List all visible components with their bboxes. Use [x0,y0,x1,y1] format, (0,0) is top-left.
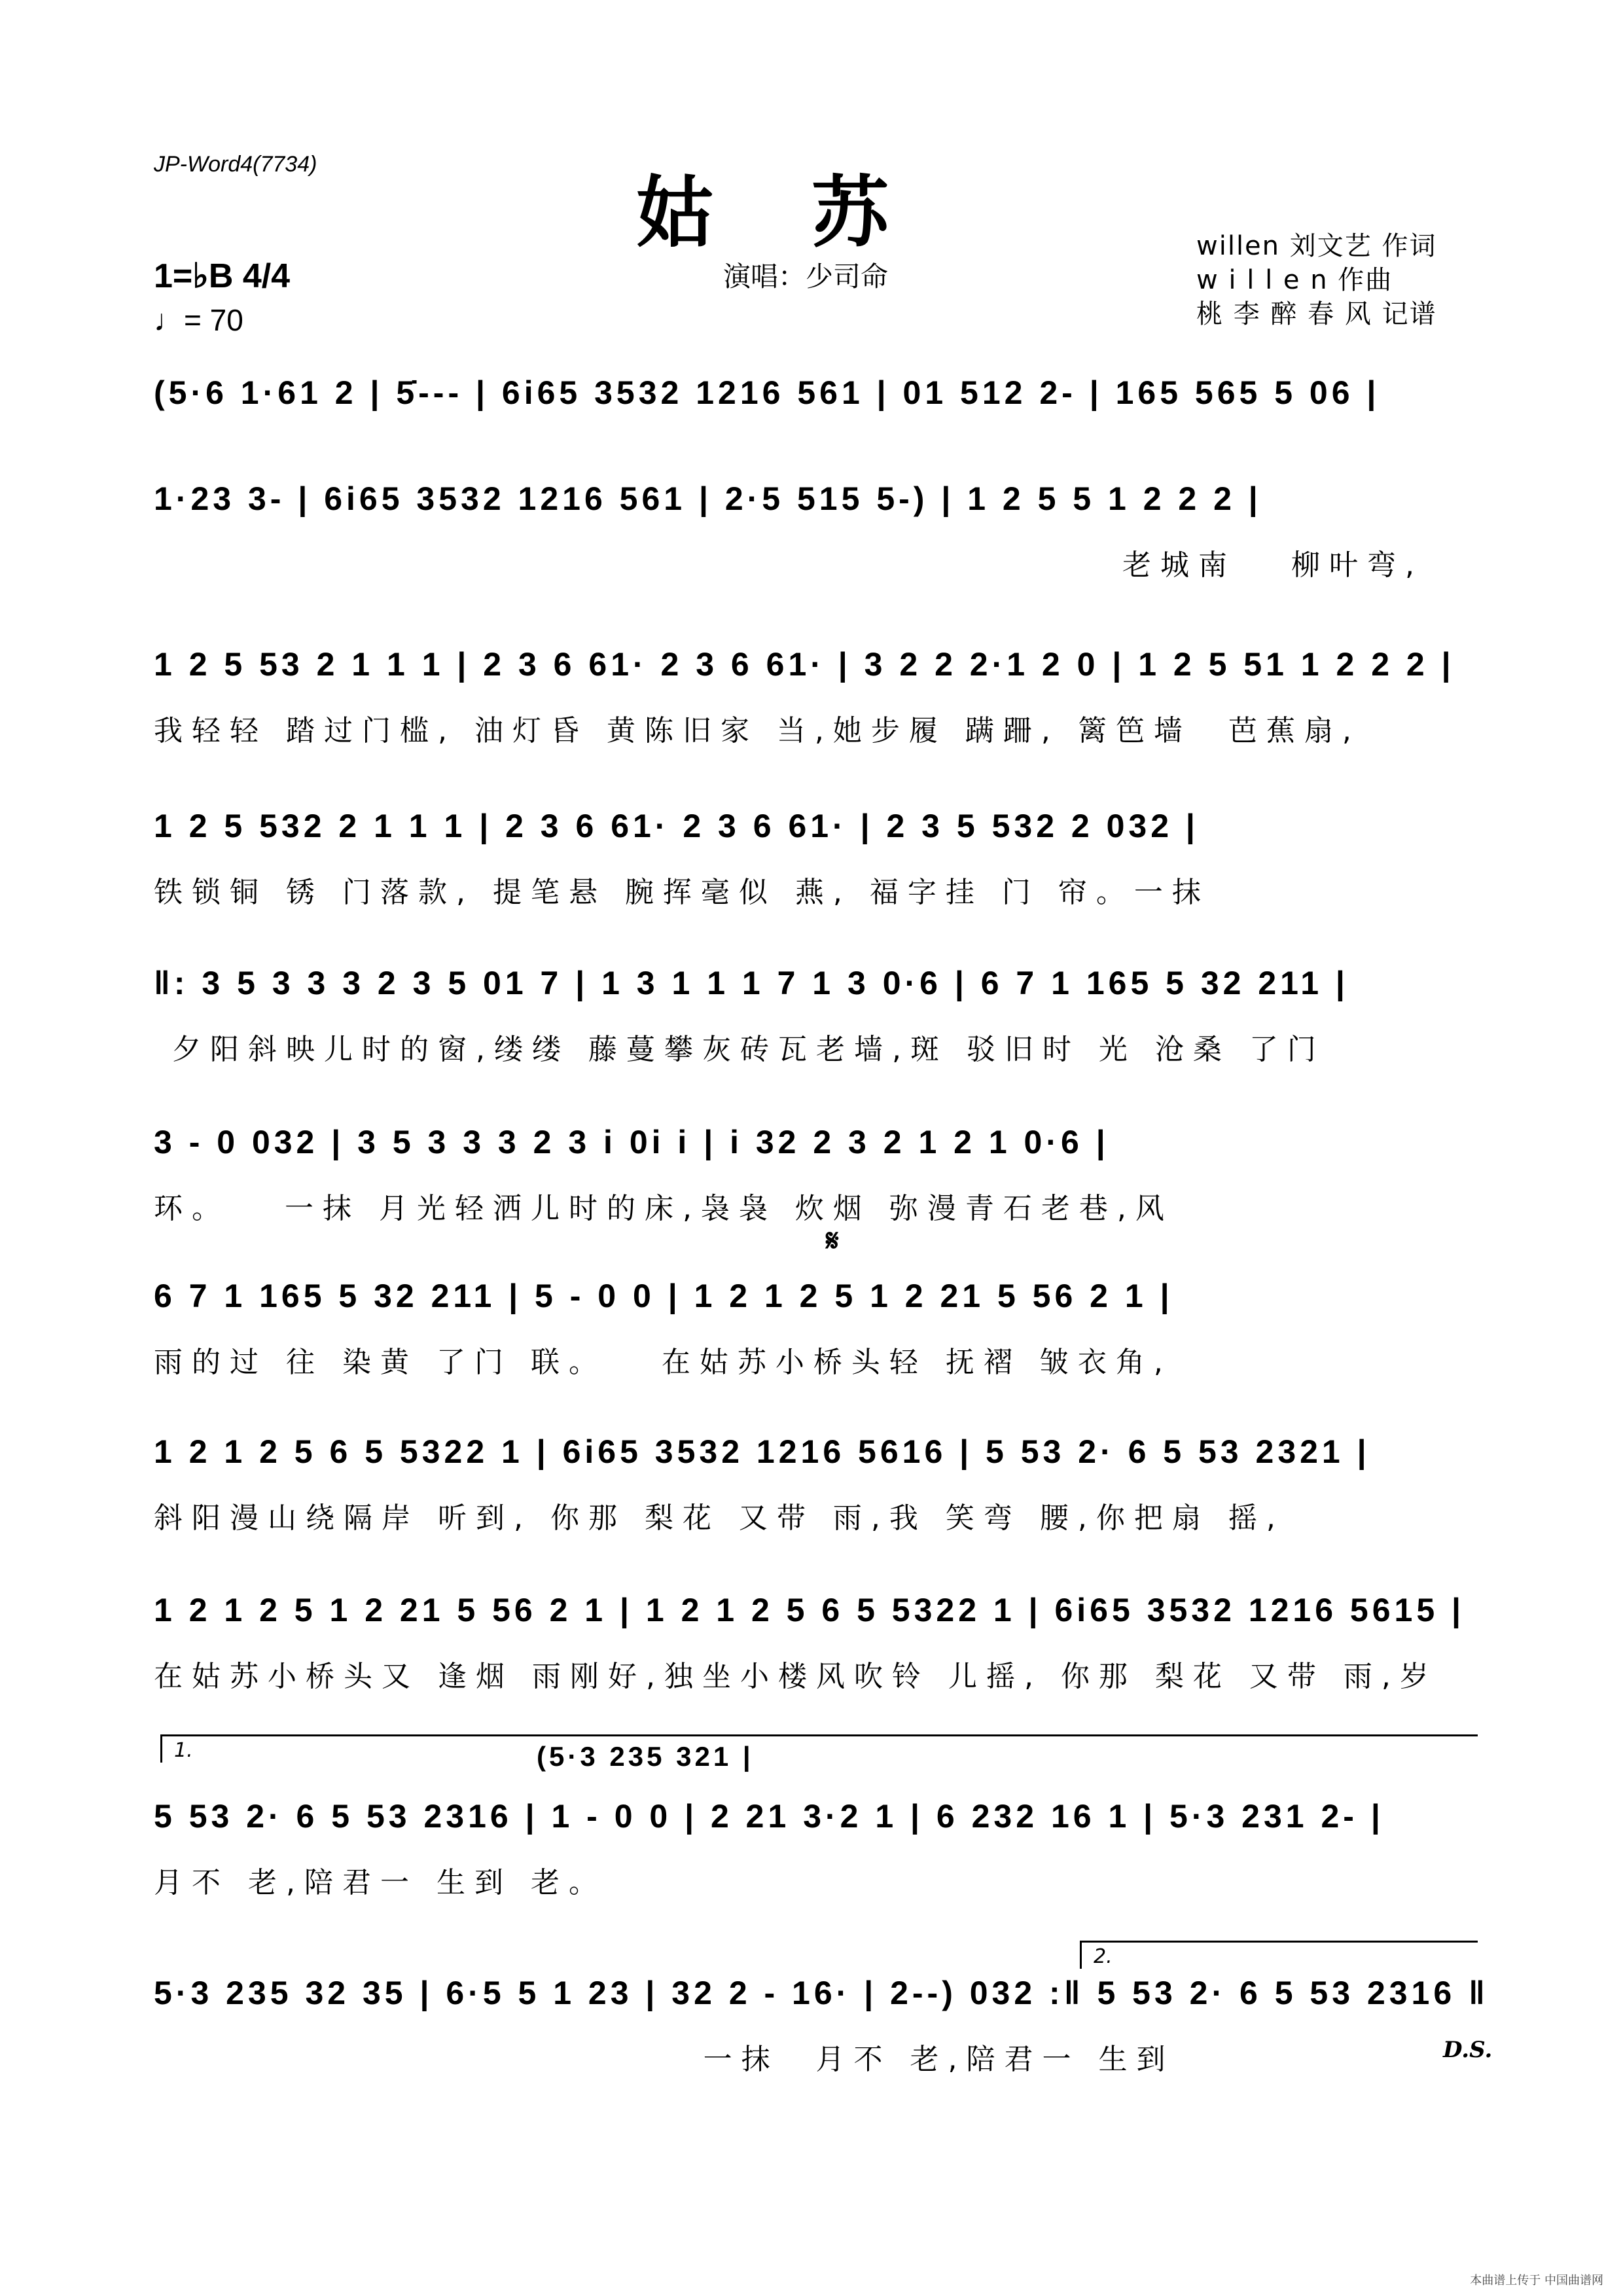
lyricist-credit: willen 刘文艺 作词 [1196,231,1437,261]
notation-line: 1 2 5 532 2 1 1 1 | 2 3 6 61· 2 3 6 61· | 2 3 5 532 2 032 | [154,808,1199,844]
lyric-line: 月不 老,陪君一 生到 老。 [154,1866,607,1899]
volta-1-label: 1. [174,1739,193,1762]
notation-line: 1 2 5 53 2 1 1 1 | 2 3 6 61· 2 3 6 61· | 3 2 2 2·1 2 0 | 1 2 5 51 1 2 2 2 | [154,646,1455,683]
lyric-line: 我轻轻 踏过门槛, 油灯昏 黄陈旧家 当,她步履 蹒跚, 篱笆墙 芭蕉扇, [154,714,1361,747]
transcriber-credit: 桃 李 醉 春 风 记谱 [1196,299,1437,329]
lyric-line: 在姑苏小桥头又 逢烟 雨刚好,独坐小楼风吹铃 儿摇, 你那 梨花 又带 雨,岁 [154,1660,1438,1693]
notation-line: (5·6 1·61 2 | 5̇--- | 6i65 3532 1216 561 | 01 512 2- | 165 565 5 06 | [154,374,1380,411]
tempo-marking: ♩= 70 [154,303,243,337]
lyric-line: 环。 一抹 月光轻洒儿时的床,袅袅 炊烟 弥漫青石老巷,风 [154,1192,1173,1225]
lyric-line: 斜阳漫山绕隔岸 听到, 你那 梨花 又带 雨,我 笑弯 腰,你把扇 摇, [154,1501,1285,1535]
cue-notes: (5·3 235 321 | [537,1741,754,1772]
lyric-line: 老城南 柳叶弯, [1122,548,1423,582]
song-title: 姑苏 [635,167,987,258]
dal-segno-mark: D.S. [1443,2037,1493,2063]
notation-line: 5·3 235 32 35 | 6·5 5 1 23 | 32 2 - 16· | 2--) 032 :‖ 5 53 2· 6 5 53 2316 ‖ [154,1975,1489,2011]
lyric-line: 铁锁铜 锈 门落款, 提笔悬 腕挥毫似 燕, 福字挂 门 帘。一抹 [154,876,1210,909]
notation-line: 3 - 0 032 | 3 5 3 3 3 2 3 i 0i i | i 32 2 3 2 1 2 1 0·6 | [154,1124,1109,1160]
lyric-line: 雨的过 往 染黄 了门 联。 在姑苏小桥头轻 抚褶 皱衣角, [154,1346,1172,1379]
lyric-line: 夕阳斜映儿时的窗,缕缕 藤蔓攀灰砖瓦老墙,斑 驳旧时 光 沧桑 了门 [154,1033,1325,1066]
notation-line: 1·23 3- | 6i65 3532 1216 561 | 2·5 515 5-) | 1 2 5 5 1 2 2 2 | [154,480,1262,517]
credits-block [1196,229,1437,331]
notation-line: 6 7 1 165 5 32 211 | 5 - 0 0 | 1 2 1 2 5 1 2 21 5 56 2 1 | [154,1278,1173,1314]
notation-line: 1 2 1 2 5 6 5 5322 1 | 6i65 3532 1216 5616 | 5 53 2· 6 5 53 2321 | [154,1433,1370,1470]
key-signature: 1=♭B 4/4 [154,257,291,295]
composer-credit: w i l l e n 作曲 [1196,265,1393,295]
site-footer: 本曲谱上传于 中国曲谱网 [1470,2274,1603,2287]
volta-bracket-2 [1080,1941,1478,1969]
notation-line: 5 53 2· 6 5 53 2316 | 1 - 0 0 | 2 21 3·2 1 | 6 232 16 1 | 5·3 231 2- | [154,1798,1384,1835]
notation-line: ‖: 3 5 3 3 3 2 3 5 01 7 | 1 3 1 1 1 7 1 3 0·6 | 6 7 1 165 5 32 211 | [154,965,1349,1001]
lyric-line: 一抹 月不 老,陪君一 生到 [154,2043,1175,2076]
volta-2-label: 2. [1094,1945,1113,1968]
software-label: JP-Word4(7734) [154,152,317,177]
volta-bracket-1 [160,1734,1478,1763]
segno-sign: 𝄋 [826,1223,839,1258]
notation-line: 1 2 1 2 5 1 2 21 5 56 2 1 | 1 2 1 2 5 6 5 5322 1 | 6i65 3532 1216 5615 | [154,1592,1465,1628]
singer-credit: 演唱：少司命 [723,260,889,293]
